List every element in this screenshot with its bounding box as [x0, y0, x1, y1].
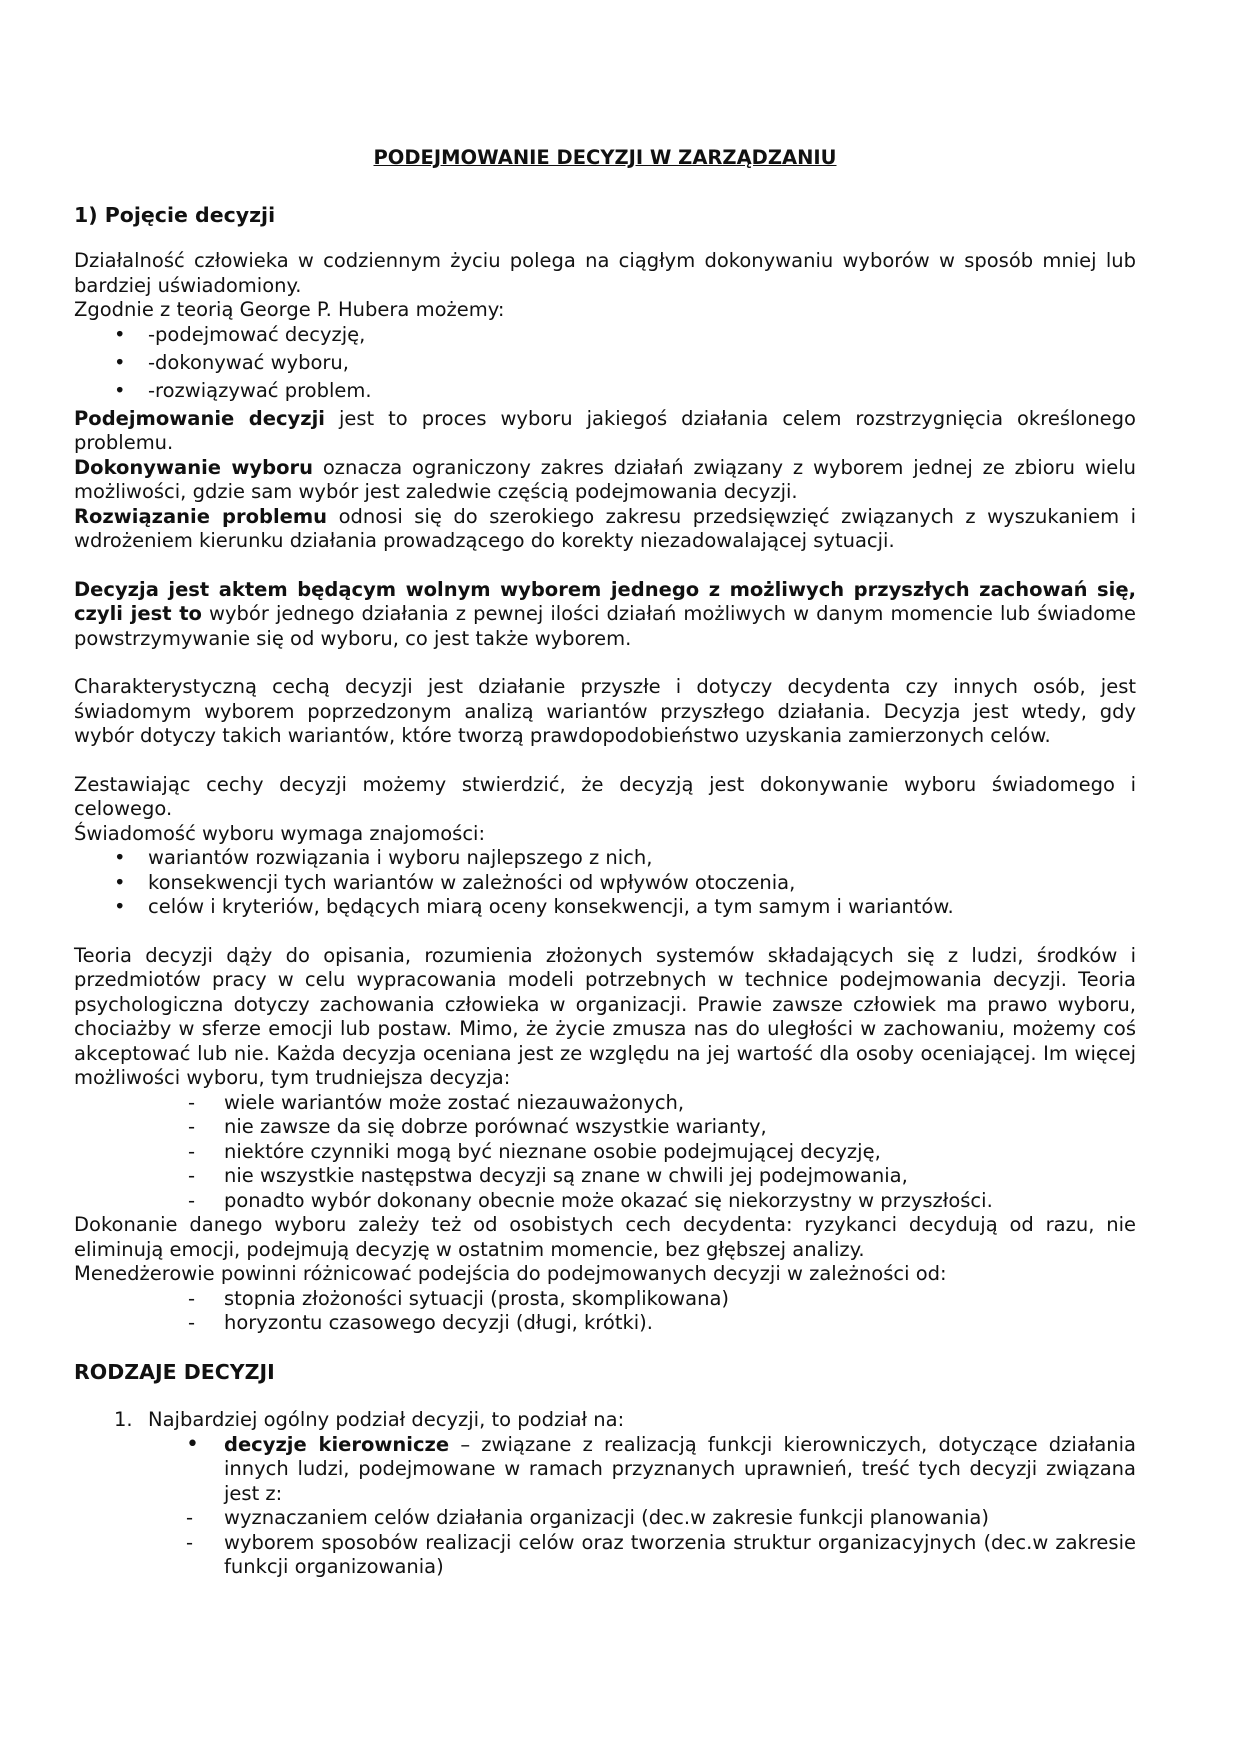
- bullet-icon: •: [114, 378, 126, 402]
- list-item: • -podejmować decyzję,: [114, 322, 366, 346]
- definition-term: Dokonywanie wyboru: [74, 455, 313, 479]
- document-title: PODEJMOWANIE DECYZJI W ZARZĄDZANIU: [373, 146, 837, 169]
- awareness-paragraph: Świadomość wyboru wymaga znajomości:: [74, 821, 486, 845]
- dash-icon: -: [186, 1506, 194, 1529]
- dash-icon: -: [188, 1090, 196, 1114]
- huber-list: [74, 323, 1136, 404]
- managers-paragraph: Menedżerowie powinni różnicować podejścia do podejmowanych decyzji w zależności od:: [74, 1262, 947, 1285]
- decision-definition: Decyzja jest aktem będącym wolnym wyborem jednego z możliwych przyszłych zachowań się, czyli jest to wybór jednego działania z pewnej ilości działań możliwych w danym momencie lub świadome powstrzymywanie się od wyboru, co jest także wyborem.: [74, 577, 1137, 650]
- list-item: - wyborem sposobów realizacji celów oraz tworzenia struktur organizacyjnych (dec.w zakresie funkcji organizowania): [186, 1530, 1136, 1578]
- dash-icon: -: [188, 1164, 196, 1187]
- definition-choice: Dokonywanie wyboru oznacza ograniczony zakres działań związany z wyborem jednej ze zbioru wielu możliwości, gdzie sam wybór jest zaledwie częścią podejmowania decyzji.: [74, 455, 1136, 503]
- list-item: 1. Najbardziej ogólny podział decyzji, to podział na: • decyzje kierownicze – związane z realizacją funkcji kierowniczych, dotyczące działania innych ludzi, podejmowane w ramach przyznanych uprawnień, treść tych decyzji związana jest z: - wyznaczaniem celów działania organizacji (dec.w zakresie funkcji planowania) - wyborem sposobów realizacji celów oraz tworzenia struktur organizacyjnych (dec.w zakresie funkcji organizowania): [114, 1408, 1136, 1578]
- characteristic-paragraph: Charakterystyczną cechą decyzji jest działanie przyszłe i dotyczy decydenta czy innych osób, jest świadomym wyborem poprzedzonym analizą wariantów przyszłego działania. Decyzja jest wtedy, gdy wybór dotyczy takich wariantów, które tworzą prawdopodobieństwo uzyskania zamierzonych celów.: [74, 675, 1136, 747]
- definition-problem-solving: Rozwiązanie problemu odnosi się do szerokiego zakresu przedsięwzięć związanych z wyszukaniem i wdrożeniem kierunku działania prowadzącego do korekty niezadowalającej sytuacji.: [74, 504, 1137, 552]
- theory-paragraph: Teoria decyzji dąży do opisania, rozumienia złożonych systemów składających się z ludzi, środków i przedmiotów pracy w celu wypracowania modeli potrzebnych w technice podejmowania decyzji. Teoria psychologiczna dotyczy zachowania człowieka w organizacji. Prawie zawsze człowiek ma prawo wyboru, chociażby w sferze emocji lub postaw. Mimo, że życie zmusza nas do uległości w zachowaniu, możemy coś akceptować lub nie. Każda decyzja oceniana jest ze względu na jej wartość dla osoby oceniającej. Im więcej możliwości wyboru, tym trudniejsza decyzja:: [74, 943, 1136, 1089]
- list-item: • decyzje kierownicze – związane z realizacją funkcji kierowniczych, dotyczące działania innych ludzi, podejmowane w ramach przyznanych uprawnień, treść tych decyzji związana jest z:: [186, 1431, 1136, 1505]
- dash-icon: -: [188, 1139, 196, 1163]
- bullet-icon: •: [114, 350, 126, 374]
- difficulty-list: [74, 1091, 1136, 1214]
- list-item: - niektóre czynniki mogą być nieznane osobie podejmującej decyzję,: [188, 1139, 881, 1163]
- list-number: 1.: [114, 1408, 133, 1431]
- bullet-icon: •: [114, 870, 126, 894]
- bullet-icon: •: [114, 322, 126, 346]
- list-item: - horyzontu czasowego decyzji (długi, krótki).: [188, 1311, 653, 1334]
- list-item: • celów i kryteriów, będących miarą oceny konsekwencji, a tym samym i wariantów.: [114, 895, 954, 918]
- definition-term: Rozwiązanie problemu: [74, 504, 328, 528]
- intro-paragraph: Działalność człowieka w codziennym życiu polega na ciągłym dokonywaniu wyborów w sposób mniej lub bardziej uświadomiony.: [74, 249, 1136, 297]
- list-item: - nie wszystkie następstwa decyzji są znane w chwili jej podejmowania,: [188, 1164, 908, 1187]
- bullet-icon: •: [114, 846, 126, 869]
- dash-icon: -: [188, 1286, 196, 1310]
- list-item: • konsekwencji tych wariantów w zależności od wpływów otoczenia,: [114, 870, 796, 894]
- managerial-decisions-sublist: [148, 1506, 1136, 1580]
- definition-decision-making: Podejmowanie decyzji jest to proces wyboru jakiegoś działania celem rozstrzygnięcia określonego problemu.: [74, 406, 1136, 454]
- list-item: - stopnia złożoności sytuacji (prosta, skomplikowana): [188, 1286, 730, 1310]
- list-item: - nie zawsze da się dobrze porównać wszystkie warianty,: [188, 1115, 767, 1138]
- personal-paragraph: Dokonanie danego wyboru zależy też od osobistych cech decydenta: ryzykanci decydują od razu, nie eliminują emocji, podejmują decyzję w ostatnim momencie, bez głębszej analizy.: [74, 1213, 1136, 1261]
- list-item: • wariantów rozwiązania i wyboru najlepszego z nich,: [114, 846, 653, 869]
- list-item: - wiele wariantów może zostać niezauważonych,: [188, 1090, 685, 1114]
- decision-types-sublist: [148, 1433, 1136, 1507]
- dash-icon: -: [186, 1530, 194, 1554]
- list-item: • -dokonywać wyboru,: [114, 350, 349, 374]
- section-heading-1: 1) Pojęcie decyzji: [74, 202, 276, 227]
- managers-list: [74, 1287, 1136, 1336]
- section-heading-2: RODZAJE DECYZJI: [74, 1359, 275, 1384]
- list-item: - ponadto wybór dokonany obecnie może okazać się niekorzystny w przyszłości.: [188, 1188, 993, 1212]
- dash-icon: -: [188, 1115, 196, 1138]
- huber-paragraph: Zgodnie z teorią George P. Hubera możemy:: [74, 298, 505, 321]
- list-item: - wyznaczaniem celów działania organizacji (dec.w zakresie funkcji planowania): [186, 1506, 989, 1529]
- summary-paragraph: Zestawiając cechy decyzji możemy stwierdzić, że decyzją jest dokonywanie wyboru świadomego i celowego.: [74, 772, 1136, 820]
- types-list: [74, 1408, 1136, 1580]
- dash-icon: -: [188, 1188, 196, 1212]
- awareness-list: [74, 846, 1136, 920]
- dash-icon: -: [188, 1311, 196, 1334]
- definition-term: Podejmowanie decyzji: [74, 406, 325, 430]
- list-item: • -rozwiązywać problem.: [114, 378, 372, 402]
- document-content: [74, 146, 1136, 1580]
- bullet-icon: •: [186, 1431, 199, 1457]
- bullet-icon: •: [114, 895, 126, 918]
- definition-term: decyzje kierownicze: [224, 1432, 450, 1456]
